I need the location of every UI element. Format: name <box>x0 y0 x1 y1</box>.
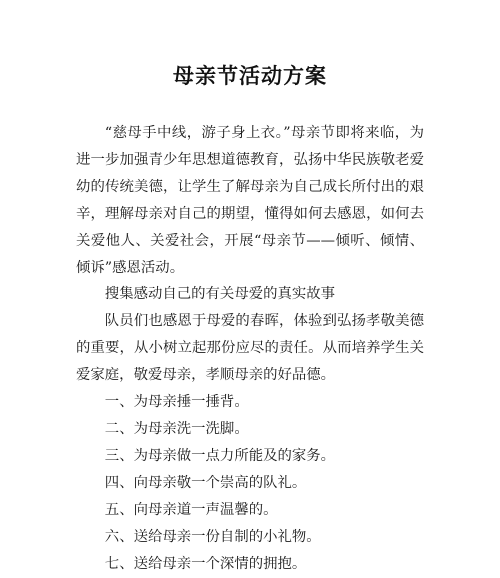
intro-paragraph: “慈母手中线，游子身上衣。”母亲节即将来临，为进一步加强青少年思想道德教育，弘扬中华民族敬老爱幼的传统美德，让学生了解母亲为自己成长所付出的艰辛，理解母亲对自己的期望，懂得如何去感恩，如何去关爱他人、关爱社会，开展“母亲节——倾听、倾情、倾诉”感恩活动。 <box>76 125 424 276</box>
activity-item-2: 二、为母亲洗一洗脚。 <box>104 421 249 437</box>
activity-item-5: 五、向母亲道一声温馨的。 <box>104 502 278 518</box>
gratitude-paragraph: 队员们也感恩于母爱的春晖，体验到弘扬孝敬美德的重要，从小树立起那份应尽的责任。从而培养学生关爱家庭，敬爱母亲，孝顺母亲的好品德。 <box>76 313 424 383</box>
activity-item-3: 三、为母亲做一点力所能及的家务。 <box>104 448 336 464</box>
activity-item-4: 四、向母亲敬一个崇高的队礼。 <box>104 475 307 491</box>
activity-item-6: 六、送给母亲一份自制的小礼物。 <box>104 529 321 545</box>
activity-item-1: 一、为母亲捶一捶背。 <box>104 394 249 410</box>
document-title: 母亲节活动方案 <box>173 63 327 88</box>
story-paragraph: 搜集感动自己的有关母爱的真实故事 <box>104 286 336 302</box>
activity-item-7: 七、送给母亲一个深情的拥抱。 <box>104 556 307 572</box>
activity-list <box>76 389 424 578</box>
